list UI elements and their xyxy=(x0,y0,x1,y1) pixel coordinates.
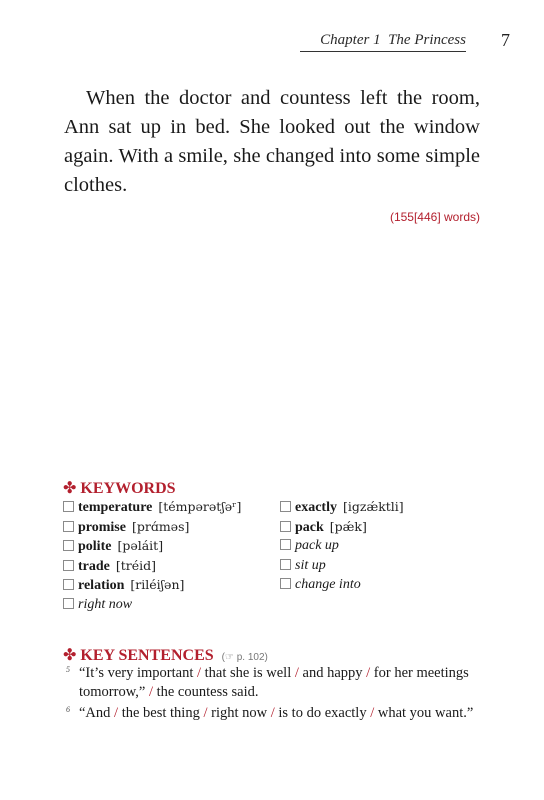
keyword-item xyxy=(63,556,241,576)
chunk-slash: / xyxy=(370,705,375,721)
sentence-chunk: for her meetings tomorrow,” xyxy=(79,665,469,700)
checkbox[interactable] xyxy=(280,501,291,512)
chunk-slash: / xyxy=(114,705,119,721)
sentence-chunk: what you want.” xyxy=(377,705,474,721)
keyword-pronunciation: [pǽk] xyxy=(329,518,367,534)
header-rule xyxy=(300,51,466,52)
keyword-term: relation xyxy=(78,578,125,593)
checkbox[interactable] xyxy=(63,540,74,551)
keyword-item xyxy=(280,536,404,556)
keyword-item xyxy=(63,575,241,595)
sentence-chunk: “It’s very important xyxy=(79,665,194,681)
word-count: (155[446] words) xyxy=(389,210,480,224)
checkbox[interactable] xyxy=(280,539,291,550)
key-sentences-list xyxy=(64,664,484,726)
keyword-pronunciation: [riléiʃən] xyxy=(130,577,185,592)
page-reference: (☞ p. 102) xyxy=(221,652,268,663)
keyword-pronunciation: [tréid] xyxy=(115,557,157,573)
keywords-heading: ✤ KEYWORDS xyxy=(63,480,176,497)
chunk-slash: / xyxy=(203,705,208,721)
chunk-slash: / xyxy=(270,705,275,721)
sentence-chunk: “And xyxy=(79,705,111,721)
keyword-term: exactly xyxy=(295,500,337,515)
keyword-term: pack up xyxy=(295,538,339,553)
sentence-number: 5 xyxy=(66,665,70,674)
keyword-item xyxy=(63,517,241,537)
sentence-number: 6 xyxy=(66,705,70,714)
keyword-pronunciation: [igzǽktli] xyxy=(342,499,404,514)
chunk-slash: / xyxy=(366,665,371,681)
keyword-term: right now xyxy=(78,596,133,612)
keyword-term: sit up xyxy=(295,557,326,573)
checkbox[interactable] xyxy=(63,560,74,571)
keyword-term: pack xyxy=(295,519,324,535)
clover-icon: ✤ xyxy=(63,647,77,664)
sentence-chunk: and happy xyxy=(302,665,363,681)
checkbox[interactable] xyxy=(63,501,74,512)
checkbox[interactable] xyxy=(280,521,291,532)
sentence-chunk: that she is well xyxy=(204,665,292,681)
checkbox[interactable] xyxy=(280,578,291,589)
clover-icon: ✤ xyxy=(63,480,77,497)
chapter-title: Chapter 1 The Princess xyxy=(320,32,466,48)
keyword-item xyxy=(280,575,404,595)
keyword-term: trade xyxy=(78,558,110,574)
page-number: 7 xyxy=(501,30,510,50)
sentence-chunk: the countess said. xyxy=(156,683,259,700)
keyword-pronunciation: [pəláit] xyxy=(117,538,164,553)
checkbox[interactable] xyxy=(280,559,291,570)
keyword-term: temperature xyxy=(78,500,153,515)
keyword-item xyxy=(63,497,241,517)
keyword-term: promise xyxy=(78,519,126,535)
story-paragraph: When the doctor and countess left the room, Ann sat up in bed. She looked out the window again. With a smile, she changed into some simple clothes. xyxy=(64,87,480,196)
keyword-item xyxy=(280,556,404,576)
key-sentence xyxy=(64,664,484,701)
chunk-slash: / xyxy=(196,665,202,681)
keyword-item xyxy=(63,595,241,615)
sentence-chunk: the best thing xyxy=(121,705,200,721)
keyword-item xyxy=(280,517,404,537)
key-sentences-heading: ✤ KEY SENTENCES (☞ p. 102) xyxy=(63,647,268,664)
keywords-list-right xyxy=(280,497,404,595)
sentence-chunk: is to do exactly xyxy=(278,705,367,721)
keyword-item xyxy=(280,497,404,517)
keyword-item xyxy=(63,536,241,556)
chunk-slash: / xyxy=(148,683,153,700)
checkbox[interactable] xyxy=(63,579,74,590)
keyword-pronunciation: [témpərətʃəʳ] xyxy=(158,499,242,514)
running-head xyxy=(60,30,512,56)
keyword-term: polite xyxy=(78,539,112,554)
checkbox[interactable] xyxy=(63,521,74,532)
keywords-list-left xyxy=(63,497,241,614)
chunk-slash: / xyxy=(294,665,299,681)
sentence-chunk: right now xyxy=(211,705,268,721)
checkbox[interactable] xyxy=(63,598,74,609)
keyword-pronunciation: [prɑ́məs] xyxy=(131,518,190,534)
key-sentence xyxy=(64,704,484,723)
keyword-term: change into xyxy=(295,577,361,592)
